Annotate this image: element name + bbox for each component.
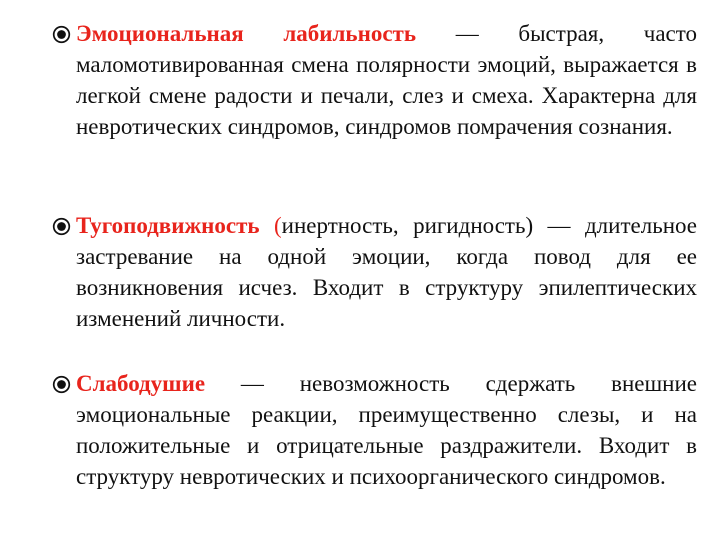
definition-text: — быстрая, часто маломотивированная смена полярности эмоций, выражается в легкой смене радости и печали, слез и смеха. Характерна для невротических синдромов, синдромов помрачения сознания. bbox=[76, 21, 698, 139]
radio-bullet-icon bbox=[52, 25, 71, 44]
definition-text: — невозможность сдержать внешние эмоциональные реакции, преимущественно слезы, и на положительные и отрицательные раздражители. Входит в структуру невротических и психоорганического синдромов. bbox=[76, 371, 697, 489]
definition-text: инертность, ригидность) — длительное застревание на одной эмоции, когда повод для ее возникновения исчез. Входит в структуру эпилептических изменений личности. bbox=[76, 213, 697, 331]
paragraph bbox=[52, 18, 697, 142]
radio-bullet-icon bbox=[52, 217, 71, 236]
term-weak-heartedness: Слабодушие bbox=[76, 371, 206, 396]
list-item bbox=[52, 368, 697, 492]
list-item bbox=[52, 210, 697, 334]
open-parenthesis: ( bbox=[259, 213, 282, 238]
paragraph bbox=[52, 368, 697, 492]
term-emotional-lability: Эмоциональная лабильность bbox=[76, 21, 417, 46]
term-rigidity: Тугоподвижность bbox=[76, 213, 260, 238]
list-item bbox=[52, 18, 697, 142]
paragraph bbox=[52, 210, 697, 334]
radio-bullet-icon bbox=[52, 375, 71, 394]
